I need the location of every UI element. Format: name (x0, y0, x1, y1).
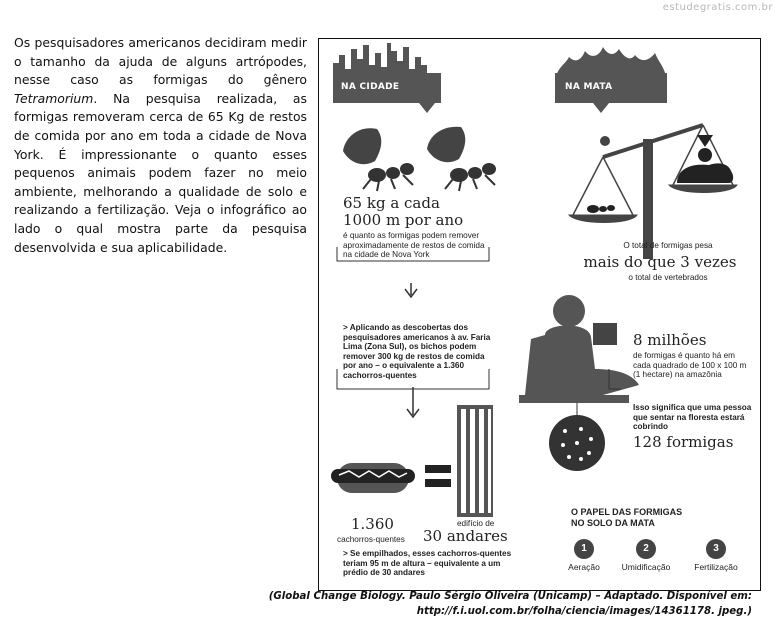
role-number: 2 (636, 539, 656, 559)
hotdogs-label: cachorros-quentes (337, 535, 405, 544)
role-label: Umidificação (621, 562, 671, 572)
city-label: NA CIDADE (341, 82, 400, 92)
hot-dog-icon (331, 463, 415, 493)
intro-part-2: . Na pesquisa realizada, as formigas removeram cerca de 65 Kg de restos de comida por ano em toda a cidade de Nova York. É impressionante o quanto esses pequenos animais podem fazer no meio ambiente, melhorando a qualidade de solo e realizando a fertilização. Veja o infográfico ao lado o qual mostra parte da pesquisa desenvolvida e sua aplicabilidade. (14, 90, 307, 255)
city-stat-description: é quanto as formigas podem remover aproximadamente de restos de comida na cidade de Nova York (343, 231, 485, 260)
intro-paragraph (14, 34, 307, 257)
application-text: > Aplicando as descobertas dos pesquisadores americanos à av. Faria Lima (Zona Sul), os bichos podem remover 300 kg de restos de comida por ano – o equivalente a 1.360 cachorros-quentes (343, 323, 491, 380)
building-pre: edifício de (457, 519, 495, 528)
role-item-humidification (611, 539, 681, 572)
source-caption: (Global Change Biology. Paulo Sérgio Oliveira (Unicamp) – Adaptado. Disponível em: http://f.i.uol.com.br/folha/ciencia/images/14361178. jpeg.) (268, 591, 752, 617)
millions-big: 8 milhões (633, 331, 707, 349)
role-title-line-2: NO SOLO DA MATA (571, 518, 655, 528)
infographic-art (319, 39, 760, 590)
role-number: 3 (706, 539, 726, 559)
ant-with-leaf-icon (343, 128, 414, 191)
role-item-fertilization (681, 539, 751, 572)
forest-label: NA MATA (565, 82, 613, 92)
sitting-text: Isso significa que uma pessoa que sentar na floresta estará cobrindo (633, 403, 752, 432)
city-stat-line-1: 65 kg a cada (343, 194, 440, 212)
equals-icon (425, 465, 451, 487)
city-stat-line-2: 1000 m por ano (343, 211, 464, 229)
role-title-line-1: O PAPEL DAS FORMIGAS (571, 507, 683, 517)
watermark: estudegratis.com.br (662, 2, 773, 13)
balance-scale-icon (569, 125, 737, 259)
role-number: 1 (574, 539, 594, 559)
forest-stat-post: o total de vertebrados (628, 273, 708, 282)
arrow-icon (407, 387, 419, 417)
arrow-icon (405, 283, 417, 297)
ant-circle-icon (549, 415, 605, 471)
forest-stat-pre: O total de formigas pesa (623, 241, 713, 250)
ant-with-leaf-icon (427, 127, 496, 191)
sitting-person-icon (525, 295, 639, 395)
role-label: Fertilização (694, 562, 738, 572)
forest-stat-big: mais do que 3 vezes (583, 253, 737, 271)
infographic (318, 38, 761, 591)
building-big: 30 andares (423, 527, 508, 545)
role-title (571, 507, 682, 529)
role-label: Aeração (568, 562, 600, 572)
role-item-aeration (559, 539, 609, 572)
building-icon (457, 405, 493, 517)
hotdogs-number: 1.360 (351, 515, 394, 533)
intro-part-1: Os pesquisadores americanos decidiram medir o tamanho da ajuda de alguns artrópodes, nesse caso as formigas do gênero (14, 35, 307, 88)
stack-text: > Se empilhados, esses cachorros-quentes teriam 95 m de altura – equivalente a um prédio de 30 andares (343, 549, 512, 578)
genus-name: Tetramorium (14, 90, 94, 106)
ant-icon (587, 205, 615, 213)
ants-big: 128 formigas (633, 433, 734, 451)
millions-text: de formigas é quanto há em cada quadrado de 100 x 100 m (1 hectare) na amazônia (633, 351, 747, 380)
